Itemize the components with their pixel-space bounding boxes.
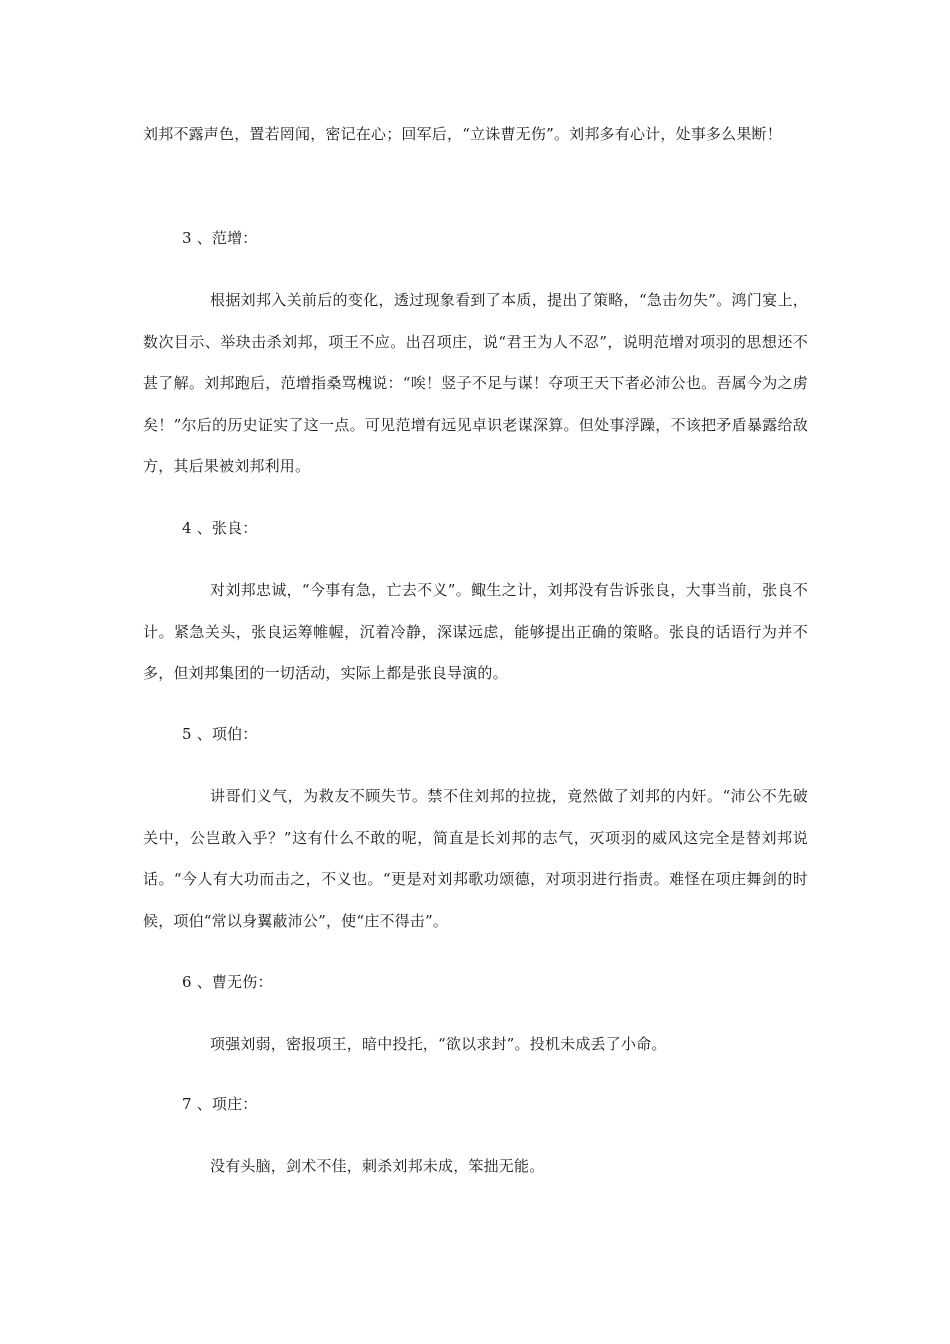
section-body-cao-wushang: 项强刘弱，密报项王，暗中投托，“欲以求封”。投机未成丢了小命。 bbox=[210, 1035, 667, 1053]
intro-paragraph: 刘邦不露声色，置若罔闻，密记在心；回军后，“立诛曹无伤”。刘邦多有心计，处事多么果断！ bbox=[143, 125, 782, 143]
section-body-fan-zeng: 根据刘邦入关前后的变化，透过现象看到了本质，提出了策略，“急击勿失”。鸿门宴上，数次目示、举玦击杀刘邦，项王不应。出召项庄，说“君王为人不忍”，说明范增对项羽的思想还不甚了解。刘邦跑后，范增指桑骂槐说：“唉！竖子不足与谋！夺项王天下者必沛公也。吾属今为之虏矣！”尔后的历史证实了这一点。可见范增有远见卓识老谋深算。但处事浮躁，不该把矛盾暴露给敌方，其后果被刘邦利用。 bbox=[143, 291, 808, 475]
section-heading-cao-wushang: 6 、曹无伤： bbox=[182, 973, 273, 991]
section-heading-fan-zeng: 3 、范增： bbox=[182, 229, 258, 247]
section-heading-xiang-bo: 5 、项伯： bbox=[182, 725, 258, 743]
section-body-xiang-bo: 讲哥们义气，为救友不顾失节。禁不住刘邦的拉拢，竟然做了刘邦的内奸。“沛公不先破关中，公岂敢入乎？”这有什么不敢的呢，简直是长刘邦的志气，灭项羽的威风这完全是替刘邦说话。“今人有大功而击之，不义也。“更是对刘邦歌功颂德，对项羽进行指责。难怪在项庄舞剑的时候，项伯“常以身翼蔽沛公”，使“庄不得击”。 bbox=[143, 787, 808, 930]
section-heading-zhang-liang: 4 、张良： bbox=[182, 519, 258, 537]
section-body-zhang-liang: 对刘邦忠诚，“今事有急，亡去不义”。鲰生之计，刘邦没有告诉张良，大事当前，张良不计。紧急关头，张良运筹帷幄，沉着冷静，深谋远虑，能够提出正确的策略。张良的话语行为并不多，但刘邦集团的一切活动，实际上都是张良导演的。 bbox=[143, 581, 808, 682]
section-heading-xiang-zhuang: 7 、项庄： bbox=[182, 1095, 258, 1113]
section-body-xiang-zhuang: 没有头脑，剑术不佳，刺杀刘邦未成，笨拙无能。 bbox=[210, 1157, 545, 1175]
